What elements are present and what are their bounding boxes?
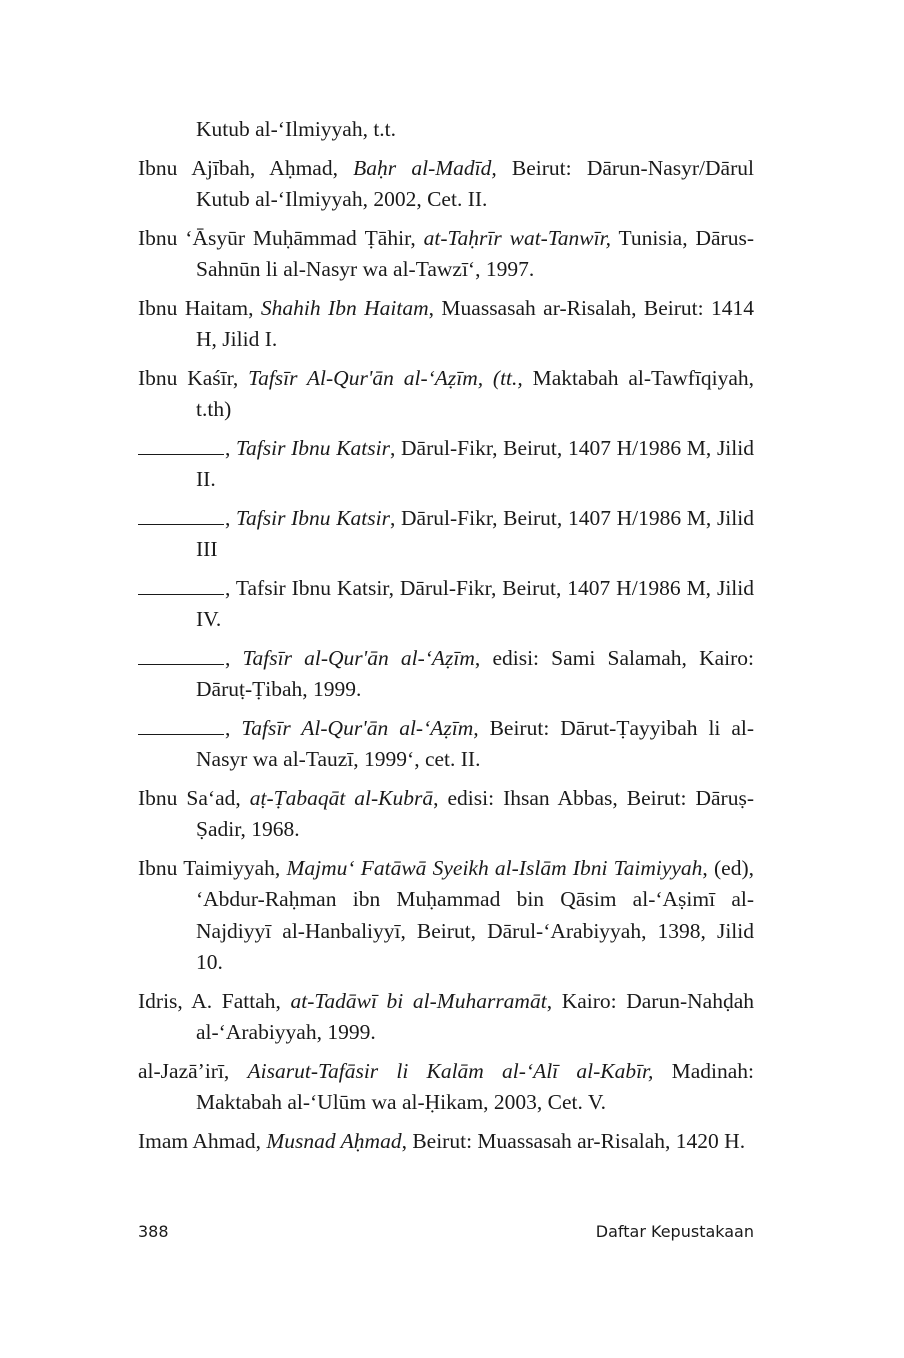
page-number: 388	[138, 1222, 169, 1241]
entry-text: Musnad Aḥmad	[266, 1128, 402, 1153]
bibliography-list	[138, 114, 754, 1164]
entry-text: at-Taḥrīr wat-Tanwīr,	[423, 225, 611, 250]
entry-text: Tafsīr Al-Qur'ān al-‘Aẓīm, (tt.,	[248, 365, 523, 390]
bibliography-entry	[138, 153, 754, 216]
bibliography-entry	[138, 986, 754, 1049]
ibid-dash	[138, 714, 224, 734]
entry-text: Ibnu Ajībah, Aḥmad,	[138, 155, 354, 180]
entry-text: ,	[225, 645, 243, 670]
entry-text: Ibnu ‘Āsyūr Muḥāmmad Ṭāhir,	[138, 225, 424, 250]
entry-text: ,	[225, 715, 242, 740]
entry-text: , Dārul-Fikr, Beirut, 1407 H/1986 M, Jilid III	[196, 505, 754, 561]
entry-text: , Kairo: Darun-Nahḍah al-‘Arabiyyah, 1999.	[196, 988, 754, 1044]
entry-text: Tafsir Ibnu Katsir	[236, 435, 390, 460]
running-title: Daftar Kepustakaan	[595, 1222, 754, 1241]
entry-text: Madinah: Maktabah al-‘Ulūm wa al-Ḥikam, 2003, Cet. V.	[196, 1058, 755, 1114]
ibid-dash	[138, 434, 224, 454]
bibliography-entry	[138, 1056, 754, 1119]
entry-text: al-Jazā’irī,	[138, 1058, 248, 1083]
entry-text: Idris, A. Fattah,	[138, 988, 291, 1013]
bibliography-entry	[138, 223, 754, 286]
entry-text: Beirut: Dārun-Nasyr/Dārul Kutub al-‘Ilmiyyah, 2002, Cet. II.	[196, 155, 754, 211]
entry-text: Tunisia, Dārus-Sahnūn li al-Nasyr wa al-Tawzī‘, 1997.	[196, 225, 754, 281]
ibid-dash	[138, 644, 224, 664]
bibliography-entry	[138, 1126, 754, 1158]
entry-text: , Tafsir Ibnu Katsir, Dārul-Fikr, Beirut, 1407 H/1986 M, Jilid IV.	[196, 575, 754, 631]
bibliography-entry	[138, 573, 754, 636]
ibid-dash	[138, 504, 224, 524]
entry-text: , edisi: Ihsan Abbas, Beirut: Dāruṣ-Ṣadir, 1968.	[196, 785, 754, 841]
entry-text: Ibnu Sa‘ad,	[138, 785, 250, 810]
entry-text: Aisarut-Tafāsir li Kalām al-‘Alī al-Kabīr,	[247, 1058, 654, 1083]
entry-text: ,	[225, 505, 237, 530]
bibliography-entry	[138, 433, 754, 496]
bibliography-entry	[138, 503, 754, 566]
ibid-dash	[138, 574, 224, 594]
entry-text: Tafsīr Al-Qur'ān al-‘Aẓīm,	[241, 715, 479, 740]
entry-text: Ibnu Kaśīr,	[138, 365, 249, 390]
entry-text: Maktabah al-Tawfīqiyah, t.th)	[196, 365, 755, 421]
entry-text: Beirut: Dārut-Ṭayyibah li al-Nasyr wa al-Tauzī, 1999‘, cet. II.	[196, 715, 755, 771]
entry-text: , edisi: Sami Salamah, Kairo: Dāruṭ-Ṭibah, 1999.	[196, 645, 754, 701]
page-footer	[138, 1222, 754, 1246]
entry-text: Majmu‘ Fatāwā Syeikh al-Islām Ibni Taimiyyah	[286, 855, 703, 880]
entry-text: Shahih Ibn Haitam	[260, 295, 429, 320]
entry-text: Kutub al-‘Ilmiyyah, t.t.	[196, 117, 397, 141]
entry-text: Ibnu Haitam,	[138, 295, 261, 320]
entry-text: , Muassasah ar-Risalah, Beirut: 1414 H, Jilid I.	[196, 295, 755, 351]
entry-text: Tafsir Ibnu Katsir	[236, 505, 390, 530]
entry-text: , (ed), ‘Abdur-Raḥman ibn Muḥammad bin Qāsim al-‘Aṣimī al-Najdiyyī al-Hanbaliyyī, Beirut, Dārul-‘Arabiyyah, 1398, Jilid 10.	[196, 855, 754, 974]
entry-text: aṭ-Ṭabaqāt al-Kubrā	[249, 785, 434, 810]
entry-text: Imam Ahmad,	[138, 1128, 267, 1153]
bibliography-entry	[138, 293, 754, 356]
bibliography-entry	[138, 713, 754, 776]
entry-text: at-Tadāwī bi al-Muharramāt	[290, 988, 547, 1013]
bibliography-entry	[138, 853, 754, 979]
entry-text: ,	[225, 435, 237, 460]
entry-text: Baḥr al-Madīd,	[353, 155, 497, 180]
entry-text: Ibnu Taimiyyah,	[138, 855, 287, 880]
bibliography-entry	[138, 783, 754, 846]
entry-text: , Dārul-Fikr, Beirut, 1407 H/1986 M, Jilid II.	[196, 435, 754, 491]
entry-text: Tafsīr al-Qur'ān al-‘Aẓīm	[242, 645, 475, 670]
entry-text: , Beirut: Muassasah ar-Risalah, 1420 H.	[401, 1128, 746, 1153]
bibliography-entry	[138, 363, 754, 426]
bibliography-entry	[138, 643, 754, 706]
bibliography-entry	[138, 114, 754, 146]
